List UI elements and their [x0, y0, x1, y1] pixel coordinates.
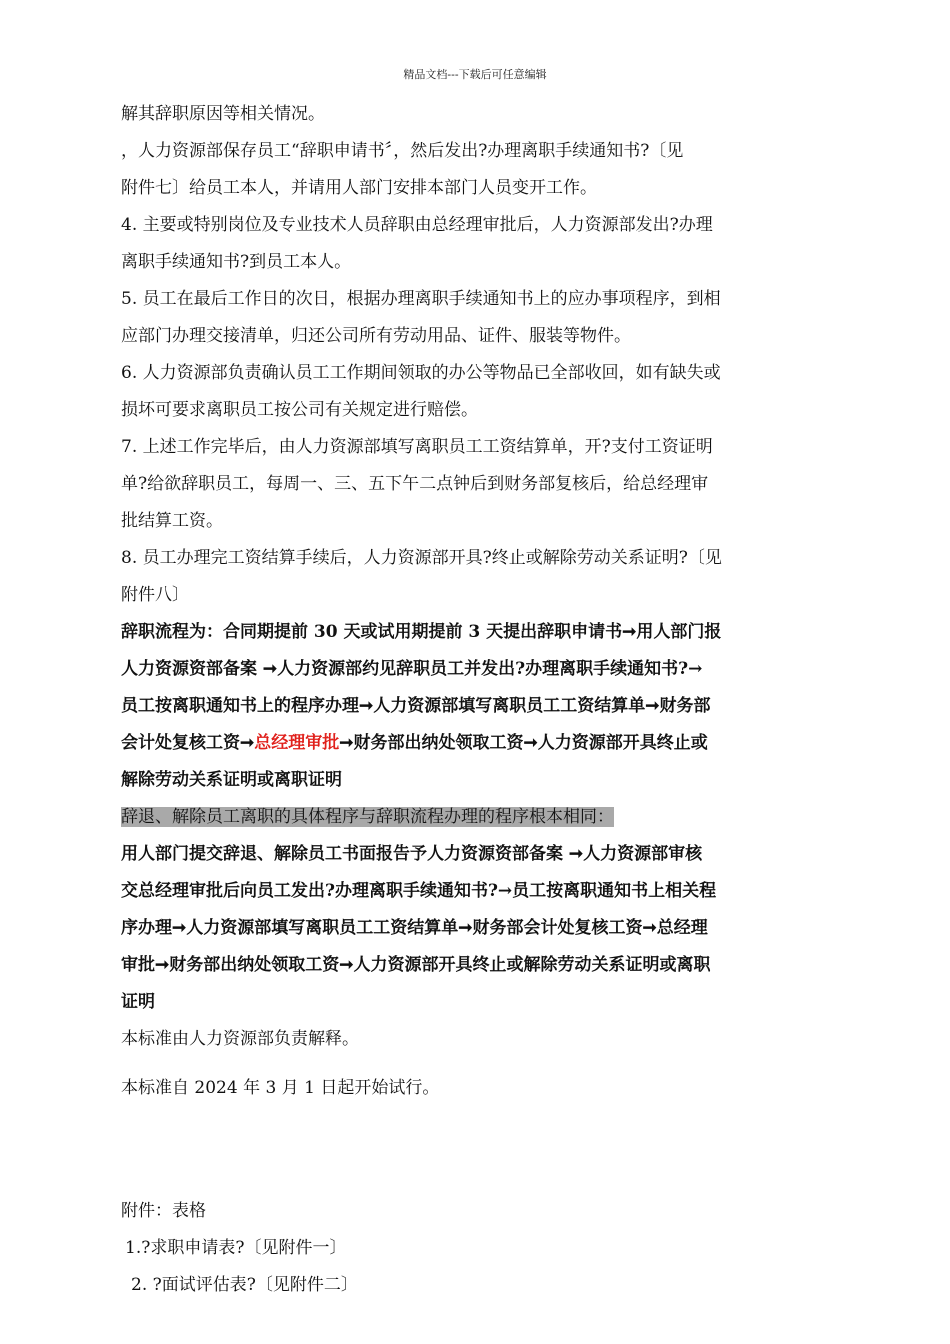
dismissal-flow-line: 序办理➞人力资源部填写离职员工工资结算单➞财务部会计处复核工资➞总经理 — [121, 918, 708, 938]
text-line: 损坏可要求离职员工按公司有关规定进行赔偿。 — [121, 400, 478, 420]
text-line: 7. 上述工作完毕后，由人力资源部填写离职员工工资结算单，开?支付工资证明 — [121, 437, 713, 457]
spacer — [121, 1107, 801, 1193]
text-line: 8. 员工办理完工资结算手续后，人力资源部开具?终止或解除劳动关系证明?〔见 — [121, 548, 722, 568]
text-line: 应部门办理交接清单，归还公司所有劳动用品、证件、服装等物件。 — [121, 326, 631, 346]
resign-flow-line: 辞职流程为：合同期提前 30 天或试用期提前 3 天提出辞职申请书➞用人部门报 — [121, 622, 722, 642]
flow-text: 会计处复核工资➞ — [121, 733, 255, 753]
text-line: 4. 主要或特别岗位及专业技术人员辞职由总经理审批后，人力资源部发出?办理 — [121, 215, 713, 235]
document-body — [121, 96, 801, 1304]
attachments-title: 附件：表格 — [121, 1201, 206, 1221]
text-line: ，人力资源部保存员工“辞职申请书〞，然后发出?办理离职手续通知书?〔见 — [121, 141, 684, 161]
gm-approval-highlight: 总经理审批 — [254, 733, 340, 753]
flow-text: ➞财务部出纳处领取工资➞人力资源部开具终止或 — [339, 733, 708, 753]
resign-flow-line: 员工按离职通知书上的程序办理➞人力资源部填写离职员工工资结算单➞财务部 — [121, 696, 711, 716]
dismissal-flow-line: 审批➞财务部出纳处领取工资➞人力资源部开具终止或解除劳动关系证明或离职 — [121, 955, 711, 975]
effective-date-statement: 本标准自 2024 年 3 月 1 日起开始试行。 — [121, 1078, 440, 1098]
text-line: 6. 人力资源部负责确认员工工作期间领取的办公等物品已全部收回，如有缺失或 — [121, 363, 721, 383]
text-line: 批结算工资。 — [121, 511, 223, 531]
text-line: 离职手续通知书?到员工本人。 — [121, 252, 352, 272]
highlighted-text: 辞退、解除员工离职的具体程序与辞职流程办理的程序根本相同： — [121, 807, 614, 827]
dismissal-flow-line: 用人部门提交辞退、解除员工书面报告予人力资源资部备案 ➞人力资源部审核 — [121, 844, 703, 864]
page-header: 精品文档---下载后可任意编辑 — [403, 68, 547, 81]
interpretation-statement: 本标准由人力资源部负责解释。 — [121, 1029, 359, 1049]
text-line: 附件八〕 — [121, 585, 189, 605]
text-line: 单?给欲辞职员工，每周一、三、五下午二点钟后到财务部复核后，给总经理审 — [121, 474, 709, 494]
dismissal-note — [121, 799, 801, 836]
text-line: 5. 员工在最后工作日的次日，根据办理离职手续通知书上的应办事项程序，到相 — [121, 289, 721, 309]
resign-flow-line: 解除劳动关系证明或离职证明 — [121, 770, 342, 790]
dismissal-flow-line: 证明 — [121, 992, 155, 1012]
attachment-item: 1.?求职申请表?〔见附件一〕 — [125, 1238, 347, 1258]
resign-flow-line: 人力资源资部备案 ➞人力资源部约见辞职员工并发出?办理离职手续通知书?→ — [121, 659, 703, 679]
dismissal-flow-line: 交总经理审批后向员工发出?办理离职手续通知书?→员工按离职通知书上相关程 — [121, 881, 717, 901]
attachment-item: 2. ?面试评估表?〔见附件二〕 — [131, 1275, 358, 1295]
text-line: 解其辞职原因等相关情况。 — [121, 104, 325, 124]
resign-flow-line — [121, 725, 801, 762]
spacer — [121, 1058, 801, 1070]
text-line: 附件七〕给员工本人，并请用人部门安排本部门人员变开工作。 — [121, 178, 597, 198]
